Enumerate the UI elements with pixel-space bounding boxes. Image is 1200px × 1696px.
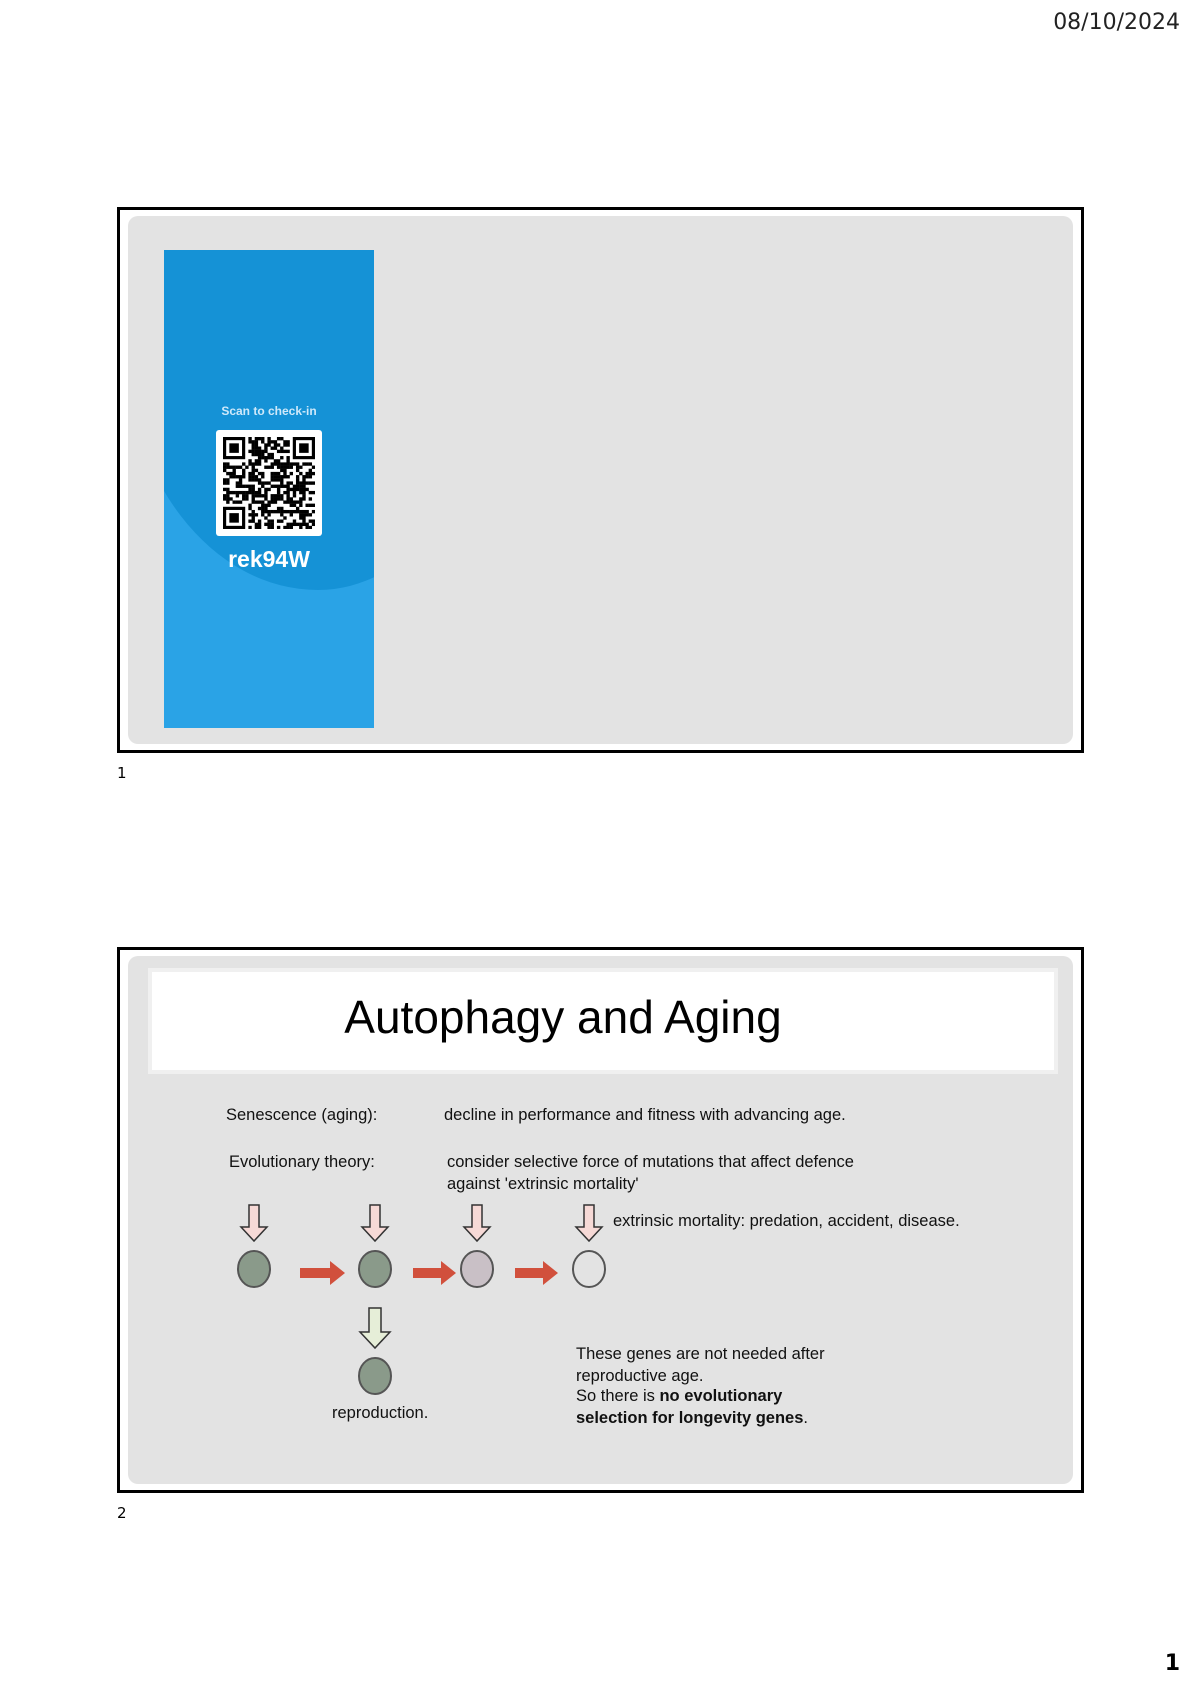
- right-arrow-3: [515, 1261, 558, 1285]
- qr-code[interactable]: [216, 430, 322, 536]
- genes-line-3: [576, 1387, 782, 1406]
- down-arrow-2: [362, 1205, 388, 1241]
- genes-line-2: reproductive age.: [576, 1367, 704, 1385]
- page-number: 1: [1164, 1651, 1180, 1676]
- slide-2-background: [128, 956, 1073, 1484]
- genes-line-3-bold: no evolutionary: [659, 1387, 783, 1405]
- checkin-panel-curve: [164, 250, 374, 590]
- down-arrow-3: [464, 1205, 490, 1241]
- scan-to-checkin-label: Scan to check-in: [221, 404, 317, 418]
- slide-2-frame: [117, 947, 1084, 1493]
- reproduction-label: reproduction.: [332, 1404, 429, 1422]
- reproduction-arrow: [360, 1308, 390, 1348]
- genes-line-4-suffix: .: [803, 1409, 808, 1427]
- cell-2: [359, 1251, 391, 1287]
- evolutionary-theory-label: Evolutionary theory:: [229, 1153, 375, 1171]
- senescence-definition: decline in performance and fitness with advancing age.: [444, 1106, 846, 1124]
- genes-line-4-bold: selection for longevity genes: [576, 1409, 804, 1427]
- header-date: 08/10/2024: [1053, 10, 1180, 35]
- genes-line-1: These genes are not needed after: [576, 1345, 825, 1363]
- evolutionary-theory-line-2: against 'extrinsic mortality': [447, 1175, 639, 1193]
- evolutionary-theory-line-1: consider selective force of mutations that affect defence: [447, 1153, 854, 1171]
- cell-1: [238, 1251, 270, 1287]
- qr-code-icon: [223, 437, 315, 529]
- cell-3: [461, 1251, 493, 1287]
- cell-4: [573, 1251, 605, 1287]
- slide-1-background: [128, 216, 1073, 744]
- right-arrow-2: [413, 1261, 456, 1285]
- extrinsic-mortality-text: extrinsic mortality: predation, accident, disease.: [613, 1212, 960, 1230]
- slide-title: Autophagy and Aging: [344, 991, 782, 1043]
- slide-1-frame: [117, 207, 1084, 753]
- slide-2-number: 2: [117, 1504, 127, 1522]
- right-arrow-1: [300, 1261, 345, 1285]
- genes-line-3-prefix: So there is: [576, 1387, 660, 1405]
- slide-1-number: 1: [117, 764, 127, 782]
- checkin-panel: [164, 250, 374, 728]
- senescence-label: Senescence (aging):: [226, 1106, 378, 1124]
- checkin-code: rek94W: [228, 546, 310, 572]
- down-arrow-1: [241, 1205, 267, 1241]
- down-arrow-4: [576, 1205, 602, 1241]
- offspring-cell: [359, 1358, 391, 1394]
- genes-line-4: [576, 1409, 808, 1428]
